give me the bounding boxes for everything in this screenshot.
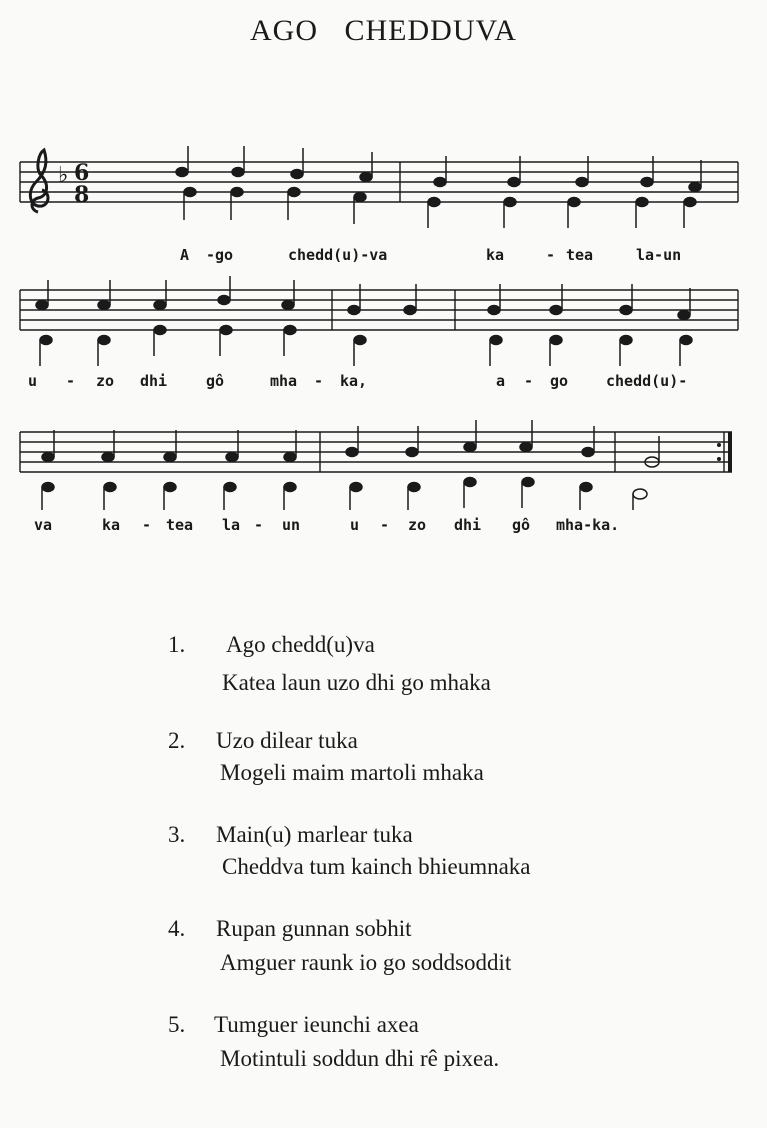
lyric-syllable: - (66, 372, 76, 390)
staff-2-notation (0, 272, 767, 372)
lyric-syllable: ka (102, 516, 121, 534)
lyric-syllable: go (550, 372, 569, 390)
flat-sign-icon: ♭ (58, 163, 69, 188)
lyric-syllable: gô (512, 516, 531, 534)
lyric-syllable: - (546, 246, 556, 264)
time-signature-bottom: 8 (74, 182, 90, 208)
lyric-syllable: dhi (454, 516, 482, 534)
lyric-syllable: - (314, 372, 324, 390)
lyric-syllable: a (496, 372, 506, 390)
verse-line-2: Motintuli soddun dhi rê pixea. (220, 1046, 500, 1071)
staff-system-3 (0, 410, 767, 510)
lyrics-system-2 (0, 372, 767, 398)
lyric-syllable: chedd(u)-va (288, 246, 388, 264)
lyric-syllable: va (34, 516, 53, 534)
lyric-syllable: u (350, 516, 360, 534)
notes-system-3 (42, 420, 659, 510)
lyric-syllable: ka, (340, 372, 368, 390)
verse-number: 1. (168, 632, 186, 657)
staff-system-2 (0, 272, 767, 372)
lyric-syllable: A (180, 246, 190, 264)
lyric-syllable: u (28, 372, 38, 390)
verse-line-1: Tumguer ieunchi axea (214, 1012, 419, 1037)
staff-1-notation (0, 140, 767, 240)
lyric-syllable: la-un (636, 246, 682, 264)
lyric-syllable: - (380, 516, 390, 534)
lyric-syllable: mha-ka. (556, 516, 620, 534)
lyric-syllable: ka (486, 246, 505, 264)
final-barline (728, 432, 732, 472)
lyric-syllable: tea (166, 516, 194, 534)
verse-line-2: Cheddva tum kainch bhieumnaka (222, 854, 531, 879)
lyric-syllable: mha (270, 372, 298, 390)
song-title: AGO CHEDDUVA (250, 14, 517, 47)
verse-number: 5. (168, 1012, 186, 1037)
notes-system-1 (176, 146, 701, 228)
lyric-syllable: dhi (140, 372, 168, 390)
lyric-syllable: tea (566, 246, 594, 264)
time-signature-top: 6 (74, 160, 90, 186)
lyric-syllable: - (524, 372, 534, 390)
lyric-syllable: - (142, 516, 152, 534)
verse-line-2: Amguer raunk io go soddsoddit (220, 950, 512, 975)
lyrics-system-1 (0, 246, 767, 272)
staff-system-1 (0, 140, 767, 240)
verse-line-1: Main(u) marlear tuka (216, 822, 413, 847)
lyric-syllable: un (282, 516, 301, 534)
verse-number: 2. (168, 728, 186, 753)
verse-number: 3. (168, 822, 186, 847)
verse-line-1: Uzo dilear tuka (216, 728, 358, 753)
lyric-syllable: la (222, 516, 241, 534)
verse-number: 4. (168, 916, 186, 941)
lyric-syllable: gô (206, 372, 225, 390)
lyrics-system-3 (0, 516, 767, 542)
lyric-syllable: -go (206, 246, 234, 264)
lyric-syllable: zo (408, 516, 427, 534)
lyric-syllable: chedd(u)- (606, 372, 688, 390)
verse-line-1: Rupan gunnan sobhit (216, 916, 412, 941)
lyric-syllable: zo (96, 372, 115, 390)
verse-line-1: Ago chedd(u)va (226, 632, 375, 657)
verse-line-2: Katea laun uzo dhi go mhaka (222, 670, 491, 695)
lyric-syllable: - (254, 516, 264, 534)
verse-line-2: Mogeli maim martoli mhaka (220, 760, 484, 785)
staff-3-notation (0, 410, 767, 510)
